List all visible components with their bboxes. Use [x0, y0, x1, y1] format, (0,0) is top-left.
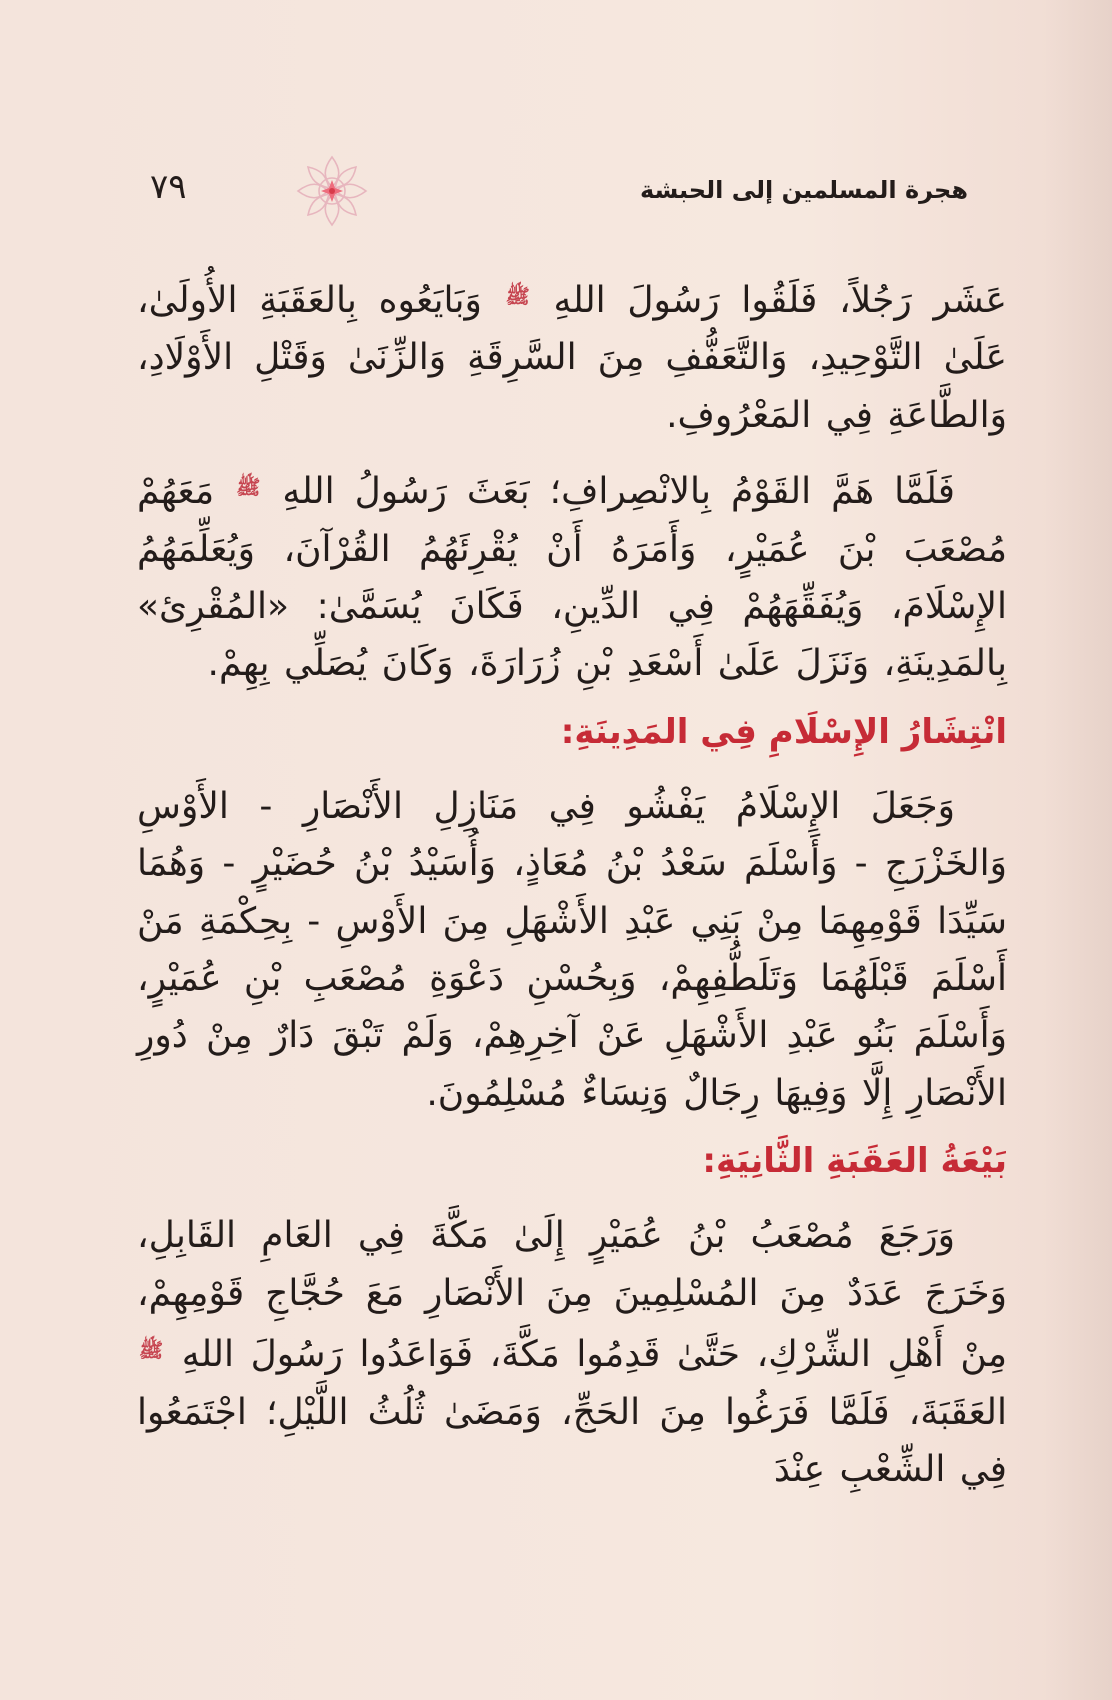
salutation-symbol: ﷺ — [139, 1338, 164, 1363]
section-heading-spread-of-islam: انْتِشَارُ الإِسْلَامِ فِي المَدِينَةِ: — [560, 711, 1007, 752]
paragraph-second — [137, 459, 1007, 693]
paragraph-second-aqaba-part-two: العَقَبَةَ، فَلَمَّا فَرَغُوا مِنَ الحَجِّ، وَمَضَىٰ ثُلُثُ اللَّيْلِ؛ اجْتَمَعُوا فِي الشِّعْبِ عِنْدَ — [137, 1391, 1007, 1490]
paragraph-first-part-one: عَشَر رَجُلاً، فَلَقُوا رَسُولَ اللهِ — [553, 280, 1007, 321]
paragraph-second-aqaba-part-one: وَرَجَعَ مُصْعَبُ بْنُ عُمَيْرٍ إِلَىٰ مَكَّةَ فِي العَامِ القَابِلِ، وَخَرَجَ عَدَدٌ مِنَ المُسْلِمِينَ مِنَ الأَنْصَارِ مَعَ حُجَّاجِ قَوْمِهِمْ، مِنْ أَهْلِ الشِّرْكِ، حَتَّىٰ قَدِمُوا مَكَّةَ، فَوَاعَدُوا رَسُولَ اللهِ — [137, 1215, 1008, 1376]
page-content — [137, 268, 1007, 1513]
paragraph-second-part-one: فَلَمَّا هَمَّ القَوْمُ بِالانْصِرافِ؛ بَعَثَ رَسُولُ اللهِ — [282, 471, 955, 513]
salutation-symbol: ﷺ — [236, 475, 261, 500]
page-gutter-shadow — [1044, 0, 1112, 1700]
running-title: هجرة المسلمين إلى الحبشة — [640, 176, 968, 204]
salutation-symbol: ﷺ — [505, 284, 530, 308]
section-heading-second-aqaba: بَيْعَةُ العَقَبَةِ الثَّانِيَةِ: — [702, 1141, 1007, 1182]
paragraph-second-part-two: مَعَهُمْ مُصْعَبَ بْنَ عُمَيْرٍ، وَأَمَرَهُ أَنْ يُقْرِئَهُمُ القُرْآنَ، وَيُعَلِّمَهُمُ الإِسْلَامَ، وَيُفَقِّهَهُمْ فِي الدِّينِ، فَكَانَ يُسَمَّىٰ: «المُقْرِئ» بِالمَدِينَةِ، وَنَزَلَ عَلَىٰ أَسْعَدِ بْنِ زُرَارَةَ، وَكَانَ يُصَلِّي بِهِمْ. — [137, 471, 1007, 685]
paragraph-second-aqaba — [137, 1207, 1007, 1498]
page-number: ٧٩ — [150, 167, 187, 207]
paragraph-spread-of-islam: وَجَعَلَ الإِسْلَامُ يَفْشُو فِي مَنَازِلِ الأَنْصَارِ - الأَوْسِ وَالخَزْرَجِ - وَأَسْلَمَ سَعْدُ بْنُ مُعَاذٍ، وَأُسَيْدُ بْنُ حُضَيْرٍ - وَهُمَا سَيِّدَا قَوْمِهِمَا مِنْ بَنِي عَبْدِ الأَشْهَلِ مِنَ الأَوْسِ - بِحِكْمَةِ مَنْ أَسْلَمَ قَبْلَهُمَا وَتَلَطُّفِهِمْ، وَبِحُسْنِ دَعْوَةِ مُصْعَبِ بْنِ عُمَيْرٍ، وَأَسْلَمَ بَنُو عَبْدِ الأَشْهَلِ عَنْ آخِرِهِمْ، وَلَمْ تَبْقَ دَارٌ مِنْ دُورِ الأَنْصَارِ إِلَّا وَفِيهَا رِجَالٌ وَنِسَاءٌ مُسْلِمُونَ. — [137, 785, 1007, 1114]
paragraph-first — [137, 268, 1007, 444]
paragraph-first-part-two: وَبَايَعُوه بِالعَقَبَةِ الأُولَىٰ، عَلَىٰ التَّوْحِيدِ، وَالتَّعَفُّفِ مِنَ السَّرِقَةِ وَالزِّنَىٰ وَقَتْلِ الأَوْلَادِ، وَالطَّاعَةِ فِي المَعْرُوفِ. — [137, 280, 1007, 436]
page-header — [150, 155, 968, 213]
floral-ornament-icon — [294, 153, 370, 229]
